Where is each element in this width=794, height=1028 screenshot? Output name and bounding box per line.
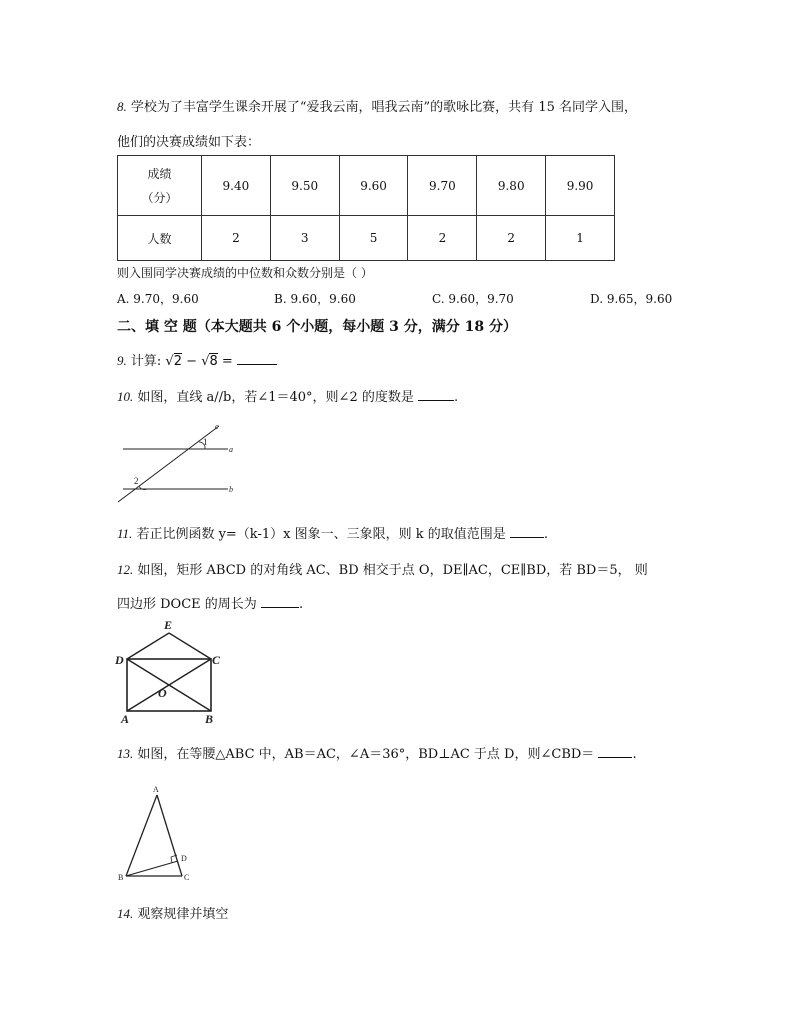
label-a: A (153, 785, 159, 794)
table-cell: 9.80 (477, 156, 546, 216)
label-b: B (118, 873, 124, 882)
table-cell: 1 (546, 216, 615, 261)
label-c: C (212, 653, 221, 667)
label-a: A (121, 712, 130, 726)
answer-blank[interactable] (237, 352, 277, 365)
table-cell: 5 (339, 216, 408, 261)
q12-line1 (117, 559, 648, 578)
q10-end: . (454, 390, 459, 405)
q8-line2: 他们的决赛成绩如下表： (117, 135, 261, 150)
sqrt-2: √2 (165, 354, 182, 369)
label-angle-2: 2 (134, 476, 139, 486)
option-c: C. 9.60，9.70 (432, 292, 514, 306)
table-cell: 9.70 (408, 156, 477, 216)
q12-text-line1: 如图，矩形 ABCD 的对角线 AC、BD 相交于点 O，DE∥AC，CE∥BD，若 BD＝5， 则 (137, 563, 648, 578)
q13-figure (113, 784, 203, 884)
label-e: E (164, 618, 173, 632)
table-cell: 9.40 (202, 156, 271, 216)
q11-text: 若正比例函数 y=（k-1）x 图象一、三象限，则 k 的取值范围是 (136, 527, 506, 542)
table-cell: 2 (408, 216, 477, 261)
side-ab (126, 795, 157, 876)
q13-number: 13. (117, 746, 134, 761)
q8-line1 (117, 96, 637, 115)
answer-blank[interactable] (418, 388, 454, 401)
table-cell: 9.50 (270, 156, 339, 216)
q11-line (117, 523, 548, 542)
q14-line (117, 903, 228, 922)
answer-blank[interactable] (598, 745, 632, 758)
table-header-score (118, 156, 202, 216)
label-b: B (205, 712, 214, 726)
q9-equals: = (221, 354, 233, 369)
option-b: B. 9.60，9.60 (274, 292, 356, 306)
score-table (117, 155, 615, 261)
q12-text-line2: 四边形 DOCE 的周长为 (117, 597, 257, 612)
q9-line (117, 350, 277, 369)
table-cell: 9.90 (546, 156, 615, 216)
q13-line (117, 743, 637, 762)
sqrt-8: √8 (201, 354, 218, 369)
label-c: c (215, 422, 219, 431)
table-header-count: 人数 (118, 216, 202, 261)
label-b: b (229, 485, 233, 494)
q14-text: 观察规律并填空 (137, 907, 229, 922)
q8-question: 则入围同学决赛成绩的中位数和众数分别是（ ） (117, 266, 373, 280)
table-cell: 9.60 (339, 156, 408, 216)
q10-text: 如图，直线 a//b，若∠1＝40°，则∠2 的度数是 (137, 390, 414, 405)
q8-number: 8. (117, 99, 127, 114)
label-angle-1: 1 (203, 437, 208, 447)
table-header-score-line1: 成绩 (147, 166, 172, 181)
label-a: a (229, 445, 233, 454)
q8-text-line1: 学校为了丰富学生课余开展了“爱我云南，唱我云南”的歌咏比赛，共有 15 名同学入围， (130, 100, 637, 115)
q9-radicand1: 2 (173, 354, 182, 369)
table-row-scores (118, 156, 615, 216)
q11-end: . (543, 527, 549, 542)
q13-text: 如图，在等腰△ABC 中，AB＝AC，∠A＝36°，BD⊥AC 于点 D，则∠CBD＝ (137, 747, 595, 762)
label-d: D (181, 854, 187, 863)
segment-de (127, 633, 169, 659)
label-c: C (184, 873, 190, 882)
label-o: O (158, 686, 167, 700)
q10-figure (113, 420, 253, 510)
label-d: D (115, 653, 124, 667)
segment-ce (169, 633, 211, 659)
q9-prefix: 计算: (130, 354, 162, 369)
q14-number: 14. (117, 906, 134, 921)
answer-blank[interactable] (261, 595, 299, 608)
section-title: 二、填 空 题（本大题共 6 个小题，每小题 3 分，满分 18 分） (117, 319, 517, 335)
segment-bd (126, 861, 178, 876)
table-cell: 2 (477, 216, 546, 261)
table-row-counts (118, 216, 615, 261)
q12-figure (113, 617, 233, 727)
table-cell: 3 (270, 216, 339, 261)
q9-minus: − (186, 354, 198, 369)
table-header-score-line2: （分） (141, 190, 178, 205)
option-a: A. 9.70，9.60 (117, 292, 199, 306)
option-d: D. 9.65，9.60 (590, 292, 673, 306)
q12-number: 12. (117, 562, 134, 577)
q10-line (117, 386, 458, 405)
q9-radicand2: 8 (209, 354, 218, 369)
q12-end: . (298, 597, 304, 612)
answer-blank[interactable] (510, 525, 544, 538)
q11-number: 11. (117, 526, 133, 541)
q10-number: 10. (117, 389, 134, 404)
table-cell: 2 (202, 216, 271, 261)
q12-line2 (117, 593, 303, 612)
q13-end: . (632, 747, 637, 762)
q9-number: 9. (117, 353, 127, 368)
